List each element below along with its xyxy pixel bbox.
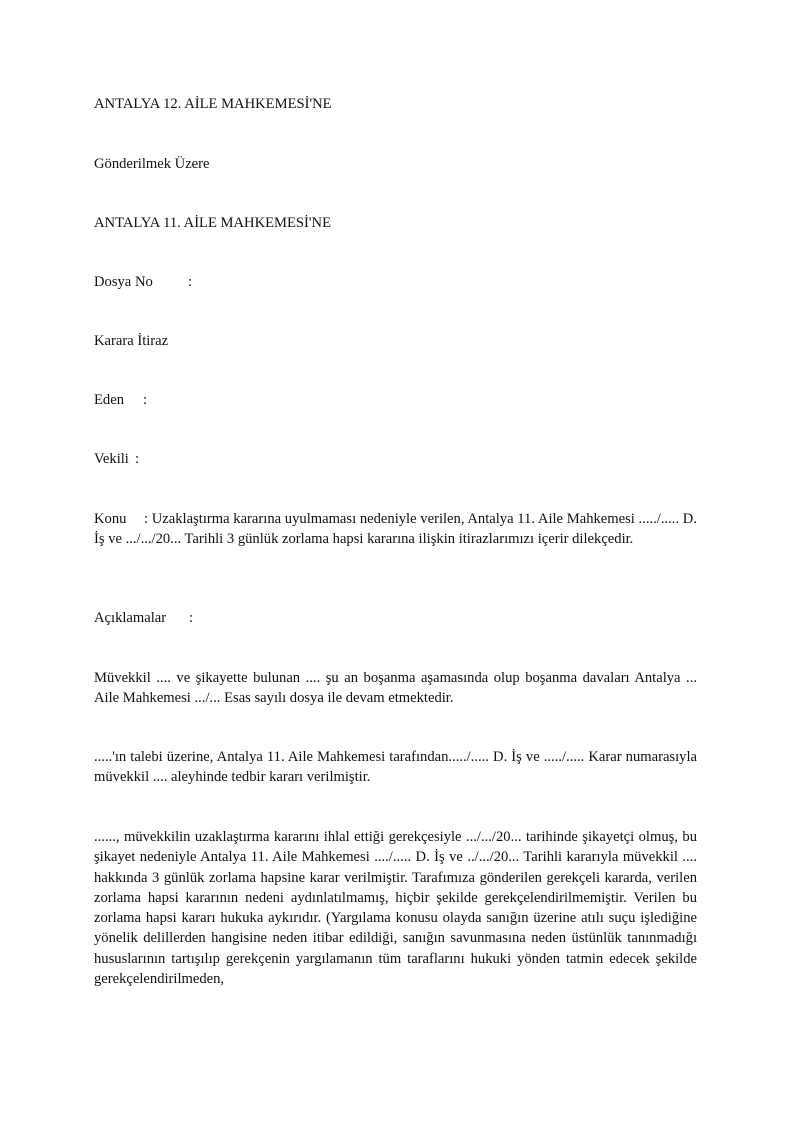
explanations-colon: : [189, 610, 194, 626]
objector-label: Eden [94, 392, 124, 408]
recipient-court: ANTALYA 12. AİLE MAHKEMESİ'NE [94, 96, 332, 112]
subject-label: Konu [94, 511, 127, 527]
paragraph-1: Müvekkil .... ve şikayette bulunan .... şu an boşanma aşamasında olup boşanma davaları Antalya ... Aile Mahkemesi .../... Esas sayılı dosya ile devam etmektedir. [94, 670, 697, 707]
file-no-label: Dosya No [94, 274, 153, 290]
explanations-row [94, 609, 193, 627]
attorney-colon: : [135, 451, 140, 467]
explanations-label: Açıklamalar [94, 610, 167, 626]
file-no-row [94, 273, 192, 291]
paragraph-3: ......, müvekkilin uzaklaştırma kararını ihlal ettiği gerekçesiyle .../.../20... tarihinde şikayetçi olmuş, bu şikayet nedeniyle Antalya 11. Aile Mahkemesi ..../..... D. İş ve ../.../20... Tarihli kararıyla müvekkil .... hakkında 3 günlük zorlama hapsine karar verilmiştir. Tarafımıza gönderilen gerekçeli kararda, verilen zorlama hapsi kararının nedeni aydınlatılmamış, hiçbir şekilde gerekçelendirilmemiştir. Verilen bu zorlama hapsi kararı hukuka aykırıdır. (Yargılama konusu olayda sanığın üzerine atılı suçu işlediğine yönelik delillerden hangisine neden itibar edildiği, sanığın savunmasına neden üstünlük tanınmadığı hususlarının tartışılıp gerekçenin yargılamanın tüm taraflarını hukuki yönden tatmin edecek şekilde gerekçelendirilmeden, [94, 829, 697, 988]
paragraph-2: .....'ın talebi üzerine, Antalya 11. Aile Mahkemesi tarafından...../..... D. İş ve ...../..... Karar numarasıyla müvekkil .... aleyhinde tedbir kararı verilmiştir. [94, 749, 697, 786]
objection-label: Karara İtiraz [94, 333, 169, 349]
via-line: Gönderilmek Üzere [94, 156, 210, 172]
subject-paragraph [94, 509, 697, 550]
objector-row [94, 391, 147, 409]
file-no-colon: : [188, 274, 193, 290]
court-heading: ANTALYA 11. AİLE MAHKEMESİ'NE [94, 215, 331, 231]
attorney-label: Vekili [94, 451, 129, 467]
objector-colon: : [143, 392, 148, 408]
subject-text: : Uzaklaştırma kararına uyulmaması nedeniyle verilen, Antalya 11. Aile Mahkemesi ...../..... D. İş ve .../.../20... Tarihli 3 günlük zorlama hapsi kararına ilişkin itirazlarımızı içerir dilekçedir. [94, 511, 697, 548]
attorney-row [94, 450, 139, 468]
